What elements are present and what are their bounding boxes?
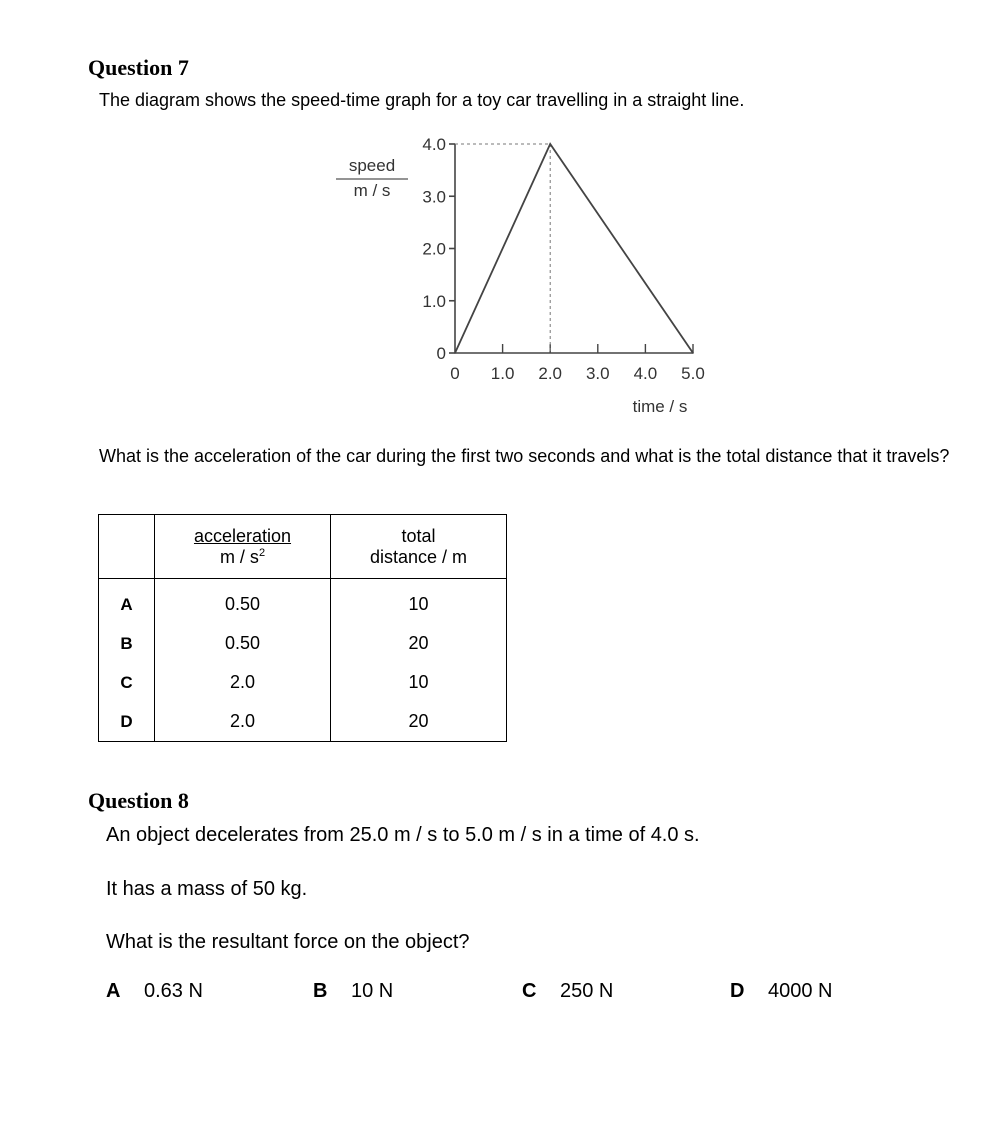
speed-line (455, 144, 693, 353)
header-acceleration-exponent: 2 (258, 546, 266, 559)
option-letter: D (730, 980, 745, 1002)
table-header-acceleration (155, 515, 331, 579)
q7-intro: The diagram shows the speed-time graph for a toy car travelling in a straight line. (99, 90, 745, 110)
row-acceleration: 2.0 (155, 702, 331, 742)
q8-title: Question 8 (88, 788, 189, 813)
answer-table (98, 514, 507, 742)
y-tick-label: 0 (436, 344, 446, 363)
x-tick-label: 2.0 (538, 364, 563, 383)
header-distance-line2: distance / m (369, 546, 468, 567)
data-point (692, 352, 694, 354)
table-header-empty (99, 515, 155, 579)
q8-line3: What is the resultant force on the object? (106, 931, 470, 953)
q7-title: Question 7 (88, 55, 189, 80)
speed-time-graph (320, 128, 720, 428)
option-letter: C (522, 980, 537, 1002)
option-value: 10 N (351, 980, 394, 1002)
q7-question: What is the acceleration of the car during the first two seconds and what is the total distance that it travels? (99, 446, 950, 466)
y-tick-label: 1.0 (422, 291, 446, 311)
x-tick-label: 4.0 (633, 364, 658, 383)
table-row[interactable] (99, 579, 507, 625)
q8-line2: It has a mass of 50 kg. (106, 878, 308, 900)
table-header-distance (331, 515, 507, 579)
option-value: 4000 N (768, 980, 833, 1002)
row-acceleration: 0.50 (155, 579, 331, 625)
option-b[interactable] (313, 978, 393, 1004)
option-letter: A (106, 980, 121, 1002)
option-value: 0.63 N (144, 980, 203, 1002)
y-axis-label-speed: speed (348, 156, 396, 175)
y-axis-label-unit: m / s (353, 181, 391, 200)
row-acceleration: 2.0 (155, 663, 331, 702)
option-d[interactable] (730, 978, 833, 1004)
table-row[interactable] (99, 702, 507, 742)
row-distance: 10 (331, 663, 507, 702)
header-distance-line1: total (401, 525, 436, 546)
row-letter: D (99, 702, 155, 742)
data-point (549, 143, 551, 145)
series (454, 143, 694, 354)
table-row[interactable] (99, 624, 507, 663)
table-row[interactable] (99, 663, 507, 702)
row-distance: 20 (331, 624, 507, 663)
x-tick-label: 1.0 (490, 364, 515, 383)
row-distance: 10 (331, 579, 507, 625)
x-tick-label: 5.0 (681, 364, 705, 383)
x-tick-label: 3.0 (585, 364, 610, 383)
header-acceleration-unit: m / s (219, 546, 259, 567)
option-c[interactable] (522, 978, 613, 1004)
option-letter: B (313, 980, 328, 1002)
x-axis-label: time / s (632, 397, 688, 416)
header-acceleration-label: acceleration (193, 525, 292, 546)
row-letter: A (99, 579, 155, 625)
row-distance: 20 (331, 702, 507, 742)
y-tick-label: 4.0 (422, 135, 446, 154)
option-a[interactable] (106, 978, 203, 1004)
row-letter: C (99, 663, 155, 702)
y-tick-label: 2.0 (422, 239, 446, 259)
option-value: 250 N (560, 980, 614, 1002)
data-point (454, 352, 456, 354)
y-tick-label: 3.0 (422, 187, 446, 207)
row-letter: B (99, 624, 155, 663)
row-acceleration: 0.50 (155, 624, 331, 663)
ticks (422, 135, 704, 383)
axes (455, 144, 693, 353)
q8-line1: An object decelerates from 25.0 m / s to 5.0 m / s in a time of 4.0 s. (106, 824, 700, 846)
x-tick-label: 0 (450, 364, 460, 383)
